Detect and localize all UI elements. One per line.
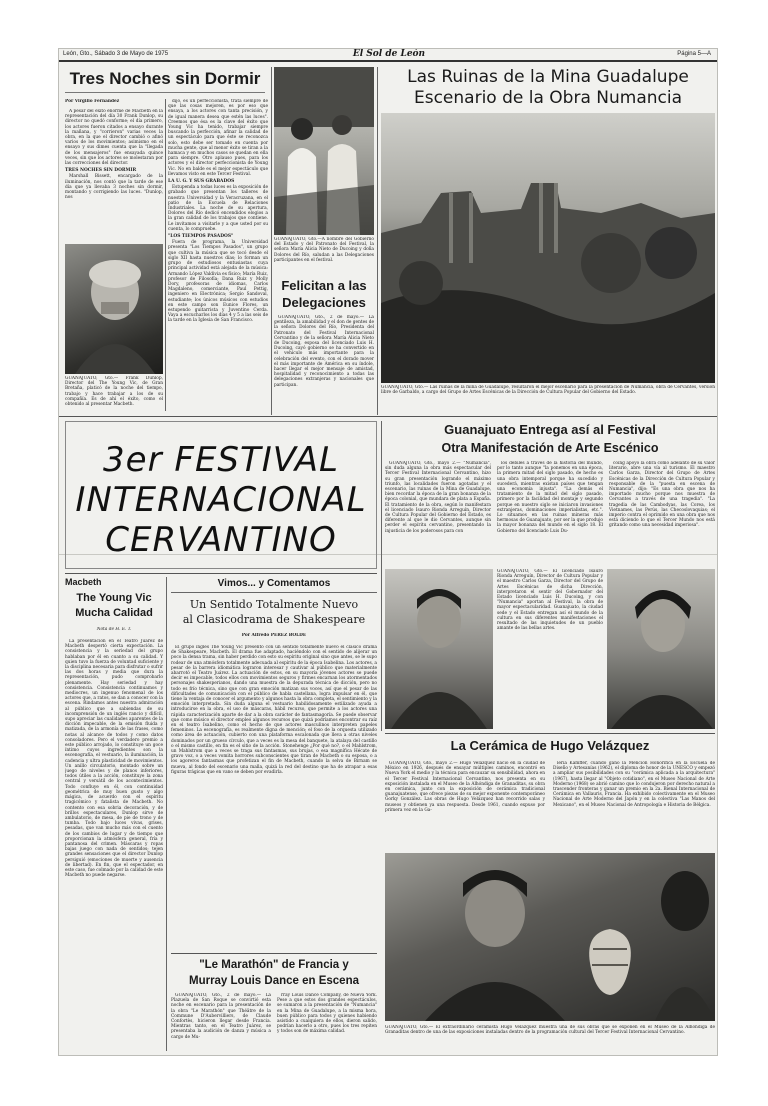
tres-noches-subhead: TRES NOCHES SIN DORMIR (65, 168, 137, 174)
people-group-icon (274, 67, 374, 235)
festival-banner-line1: 3er FESTIVAL (103, 440, 339, 480)
column-rule (381, 421, 382, 731)
rionda-garza-caption: GUANAJUATO, Gto.— El licenciado Isauro Rionda Arreguín, Director de Cultura Popular y el maestro Carlos Garza, Director del Grupo de Artes Escénicas de dicha Dirección, interpretaron el sentir del Gobernador del Estado licenciado Luis H. Ducoing, y con "Numancia" aportan al Festival, la obra de mayor espectacularidad. Guanajuato, la ciudad sede y el Estado entregan así el mundo de la cultura en sus diferentes manifestaciones el resultado de las inquietudes de un pueblo amante de las bellas artes. (497, 569, 603, 632)
section-rule (385, 733, 715, 734)
photo-delegates (274, 67, 374, 235)
photo-carlos-garza (607, 569, 715, 729)
newspaper-page (58, 48, 718, 1056)
vimos-kicker: Vimos... y Comentamos (217, 578, 331, 589)
vimos-body (171, 645, 377, 951)
grabados-subhead: LA U. G. Y SUS GRABADOS (168, 179, 235, 185)
ceramica-title: La Cerámica de Hugo Velázquez (450, 738, 650, 753)
ceramica-col2 (553, 761, 715, 849)
vimos-kicker-box (171, 577, 377, 593)
ceramica-headline (385, 737, 715, 757)
young-vic-byline: Nota de H. E. T. (96, 627, 132, 632)
young-vic-paragraph: La presentación en el Teatro Juárez de Macbeth despertó cierta expectación. La consistencia y la seriedad del grupo hablaban por él en cuanto a su calidad. Y quien tuvo la fuerza de voluntad suficiente y la disciplina necesaria para disfrutar o sufrir las dos horas y media que dura la representación, pudo comprobarlo plenamente. Hay seriedad y hay consistencia. Consistencia continuamos y mediocres, un ingenuo fenomenal de los actores que, a ratos, se dan a conocer con la escena. Rindamos antes nuestra admiración al público que a sabiendas de su incomprensión de un inglés rancio y difícil, supo apreciar las cualidades aparentes de la dicción impecable, de la emisión fluida y matizada, de la armonía de las frases, como notas al alcance de todos y como datos consoladores. Pero el verdadero premio a este público arrojado, lo constituye un goce íntimo cuyos ingredientes son la escenografía, el vestuario, la iluminación, la cadencia y ultra plasticidad de movimientos. Un anillo circulatorio, montado sobre un juego de niveles y de planos inferiores, todos útiles a la acción, constituye la zona central y versátil de los acontecimientos. Todo confluye en él, con continuidad geométrica de muy buen gusto y algo mágica, de acuerdo con el espíritu tragicómico y fatalista de Macbeth. No contento con esa sobria decoración, y de brillos espectaculares, Dunlop sirve de ambulatorio, de mesa, de pie de trono y de tumba. Todo bajo luces vivas, grises, pesadas, que van mucho más con el cuento de los cambios de lugar y de tiempo que proporcionan la atmósfera general, fría y pantanosa del crimen. Máscaras y ropas bajas juego con nada de sentidos; tejen grandes sensaciones que el director Dunlop persiguió (emociones de muerte y ausencia de libertad). En fin, que el espectador, en este caso, fue colmado por la calidad de este Macbeth no puede negarse. (65, 639, 163, 879)
tres-noches-headline-box (65, 67, 265, 93)
ceramica-paragraph: GUANAJUATO, Gto., mayo 2.— Hugo Velázquez nació en la ciudad de México en 1926, después de ensayar múltiples caminos, encontró en Nueva York el medio y la técnica para encauzar su sensibilidad, ahora en el Tercer Festival Internacional Cervantino, nos presenta en su exposición instalada en el Museo de la Alhóndiga de Granaditas, su obra en cerámica, junto con la exposición de cerámica tradicional guanajuatense, que ofrece piezas de su mejor exponente contemporáneo Gorky González. Las obras de Hugo Velázquez han recorrido salas y museos y obtienen ya una respuesta. Desde 1961, cuando expuso por primera vez en la Ga- (385, 761, 545, 813)
ceramica-col1 (385, 761, 545, 849)
marathon-col1 (171, 993, 271, 1051)
marathon-title-line2: Murray Louis Dance en Escena (188, 975, 359, 987)
festival-banner-line3: CERVANTINO (105, 520, 337, 560)
festival-article-paragraph: coing apoyó la obra como adelanto de su valor literario, abre una vía al turismo. El maestro Carlos Garza, Director del Grupo de Artes Escénicas de la Dirección de Cultura Popular y responsable de la "puesta en escena de Numancia", dijo: "Es una obra que nos ha importado mucho porque nos muestra de Cervantes a través de una tragedia". "La tragedia de las Cambodyas, las Corea, los Vietnames, las Perús, las Checoslovaquias; el imperio contra el oprimido en una obra que nos está diciendo lo que el Tercer Mundo nos está gritando como una necesidad imperiosa". (609, 461, 715, 529)
vimos-title-line2: al Clasicodrama de Shakespeare (182, 613, 366, 626)
felicitan-paragraph: GUANAJUATO, Gto., 2 de mayo.— La gentileza, la amabilidad y el don de gentes de la señora Dolores del Río, Presidenta del Patronato del Festival Internacional Cervantino y de la señora María Alicia Nieto de Ducoing, esposa del licenciado Luis H. Ducoing, cayó gobierno se ha convertido en el vehículo más importante para la celebración del evento, con el dorado mover el más importante de América en su índole, hacer llegar el mejor mensaje de amistad, hospitalidad y reconocimiento a todas las delegaciones extranjeras y nacionales que participan. (274, 315, 374, 388)
tres-noches-paragraph: Estupenda a todas luces es la exposición de grabado que presentan los talleres de nuestra Universidad y la Veracruzana, en el patio de la Escuela de Relaciones Industriales. La noche de su apertura, Dolores del Río dedicó encendidos elogios a la gran calidad de los trabajos que contiene. Le invitamos a visitarle y a que usted por su cuenta, lo compruebe. (168, 185, 268, 232)
festival-article-col1 (385, 461, 491, 565)
felicitan-title-line1: Felicitan a las (281, 278, 367, 293)
marathon-col2 (277, 993, 377, 1051)
delegates-caption: GUANAJUATO, Gto.—A nombre del Gobierno del Estado y del Patronato del Festival, la señora María Alicia Nieto de Ducoing y doña Dolores del Río, saludan a las Delegaciones participantes en el festival. (274, 237, 374, 263)
tres-noches-title: Tres Noches sin Dormir (69, 69, 261, 88)
section-rule (65, 573, 377, 574)
vimos-headline (171, 597, 377, 629)
masthead: El Sol de León (352, 49, 426, 59)
ruinas-caption: GUANAJUATO, Gto.— Las ruinas de la mina de Guadalupe, resultaron el mejor escenario para la presentación de Numancia, obra de Cervantes, versión libre de Garbaldo, a cargo del Grupo de Artes Escénicas de la Dirección de Cultura Popular del Gobierno del Estado. (381, 385, 715, 396)
header-rule (59, 60, 718, 62)
felicitan-body (274, 315, 374, 413)
tres-noches-paragraph: A pesar del éxito enorme de Macbeth en la representación del día 30 Frank Dunlop, su director no quedó conforme; el día primero, los actores fueron citados a ensayo durante la mañana, y "corrieron" varias veces la obra, en la que el director cambió o afinó varios de los movimientos; asimismo en el ensayo y sus dimes cuenta que la "llegada de los mensajeros" fue ensayada quince veces, sin que los actores se molestaran por las correcciones del director. (65, 109, 163, 167)
felicitan-title-line2: Delegaciones (282, 295, 366, 310)
ruinas-headline (381, 67, 715, 111)
ruins-landscape-icon (381, 113, 715, 383)
marathon-headline (171, 957, 377, 991)
ruinas-title-line2: Escenario de la Obra Numancia (413, 88, 683, 108)
portrait-man-icon (607, 569, 715, 729)
ruinas-title-line1: Las Ruinas de la Mina Guadalupe (407, 67, 689, 87)
festival-article-title-line1: Guanajuato Entrega así al Festival (444, 422, 656, 437)
column-rule (271, 67, 272, 415)
tiempos-pasados-subhead: "LOS TIEMPOS PASADOS" (168, 234, 234, 240)
ceramica-paragraph: lería Kamffer, cuando ganó la Mención Honorífica en la Escuela de Diseño y Artesanías (1962), el diploma de honor de la UNESCO y empezó a ampliar sus posibilidades con su "cerámica aplicada a la arquitectura" (1967), hasta llegar al "Objeto cotidiano", en el Museo Nacional de Arte Moderno (1968) se abrió camino que lo condujeron por derecho natural a trascender fronteras y ganar un premio en la 2a. Bienal Internacional de Cerámica en Vallauris, Francia. Ha exhibido colectivamente en el Museo Nacional de Arte Moderno del Japón y en la colectiva "Las Manos del Mexicano", en el Museo Nacional de Antropología e Historia de Bélgica. (553, 761, 715, 808)
photo-hugo-velazquez (385, 853, 715, 1021)
young-vic-body (65, 639, 163, 1051)
festival-article-title-line2: Otra Manifestación de Arte Escénico (441, 441, 659, 455)
macbeth-kicker: Macbeth (65, 577, 102, 587)
festival-banner (65, 421, 377, 569)
section-rule (171, 953, 377, 954)
festival-banner-line2: INTERNACIONAL (75, 480, 367, 520)
young-vic-headline (65, 591, 163, 623)
felicitan-headline (274, 277, 374, 313)
column-rule (166, 577, 167, 1051)
marathon-title-line1: "Le Marathón" de Francia y (199, 959, 349, 971)
portrait-man-icon (385, 569, 493, 729)
tres-noches-paragraph: dijo, es un perfeccionista, trata siempre de que las cosas mejoren, es por eso que ensaya, a los actores con tanta precisión, y de igual manera desea que estén las luces". Creemos que ésa es la clave del éxito que Young Vic ha tenido, trabajar siempre buscando la perfección, afinar la calidad de un espectáculo para que éste se reconozca solo, esto debe ser tomado en cuenta por mucha gente, que al menor éxito se tiran a la hamaca y en muchos casos se quedan en ella para siempre. Otro aplauso pues, para los actores y el director perfeccionista de Young Vic. No en balde es el mejor espectáculo que llevamos visto en este Tercer Festival. (168, 99, 268, 177)
column-rule (165, 99, 166, 411)
vimos-byline: Por Alfredo PEREZ BOLDE (241, 633, 307, 638)
festival-article-col3 (609, 461, 715, 565)
dunlop-caption: GUANAJUATO, Gto.— Frank Dunlop, Director del The Young Vic, de Gran Bretaña, platicó de la noche del tiempo, trabajo y hace trabajar a los de su compañía. Es de ahí el éxito, como el obtenido al presentar Macbeth. (65, 376, 163, 408)
vimos-title-line1: Un Sentido Totalmente Nuevo (189, 598, 359, 611)
ceramica-caption: GUANAJUATO, Gto.— El extraordinario ceramista Hugo Velázquez muestra una de sus obras que se exponen en el Museo de la Alhóndiga de Granaditas dentro de una de las exposiciones instaladas dentro de la programación cultural del Tercer Festival Internacional Cervantino. (385, 1025, 715, 1036)
section-rule (59, 416, 718, 417)
ceramist-with-pot-icon (385, 853, 715, 1021)
tres-noches-body-col2 (168, 99, 268, 412)
festival-article-col2 (497, 461, 603, 565)
festival-article-paragraph: GUANAJUATO, Gto., mayo 2.— "Numancia", sin duda alguna la obra más espectacular del Tercer Festival Internacional Cervantino, hizo su gran presentación logrando el máximo triunfo, las localidades fueron agotadas y el escenario, las ruinas de la Mina de Guadalupe, bien recordar la época de la gran bonanza de la época colonial, que mundara de plata a España. El tratamiento de la obra, según lo manifestara el licenciado Isauro Rionda Arreguín, Director de Cultura Popular del Gobierno del Estado, es diferente al que le dio Cervantes, aunque sin perder el espíritu cervantino, presentando la injusticia de los poderosos para con (385, 461, 491, 534)
festival-article-headline (385, 421, 715, 459)
marathon-paragraph: rray Louis Dance Company, de Nueva York. Pese a que estos dos grandes espectáculos, se sumaron a la presentación de "Numancia" en la Mina de Guadalupe, a la misma hora, buen público para todos y quienes habiendo asistido a cualquiera de ellos, dieron salido, podrían hacerlo a otro, pues los tres repiten y todos son de máxima calidad. (277, 993, 377, 1035)
portrait-silhouette-icon (65, 244, 163, 374)
tres-noches-paragraph: Marshall Bissett, encargado de la iluminación, nos contó que la tarde de ese día que ya llevaba 3 noches sin dormir, montando y corrigiendo las luces. "Dunlop, nos (65, 174, 163, 201)
photo-frank-dunlop (65, 244, 163, 374)
tres-noches-body-col1 (65, 109, 163, 241)
festival-article-paragraph: los débiles a través de la historia del mundo, por lo tanto aunque "la ponemos en una época, la primera mitad del siglo pasado, de hecho es una obra intemporal porque ha sucedido y sucederá, mientras existan países que tengan una economía injusta". "La demás el tratamiento de la mitad del siglo pasado, primero por la facilidad del montaje y segundo porque en nuestro siglo se iniciaron invasiones extranjeras, dominaciones imperialistas, etc.". Lo situamos en las ruinas mineras más hermosas de Guanajuato, por ser la que produjo la mayor bonanza del mundo en el siglo 18. El Gobierno del licenciado Luis Du- (497, 461, 603, 534)
young-vic-title-line1: The Young Vic (76, 592, 152, 604)
photo-mina-guadalupe (381, 113, 715, 383)
header-dateline: León, Gto., Sábado 3 de Mayo de 1975 (63, 51, 169, 57)
young-vic-title-line2: Mucha Calidad (75, 607, 153, 619)
marathon-paragraph: GUANAJUATO, Gto., 2 de mayo.— La Plazuela de San Roque se convirtió esta noche en escenario para la presentación de la obra "Le Marathón" que Théâtre de la Commune D'Aubervilliers, de Claude Confortès, hicieron llegar desde Francia. Mientras tanto, en el Teatro Juárez, se presentaba la audición de danza y música a cargo de Mu- (171, 993, 271, 1040)
photo-isauro-rionda (385, 569, 493, 729)
vimos-paragraph: El grupo inglés The Young Vic presentó con un sentido totalmente nuevo el clásico drama de Shakespeare, Macbeth. El drama fue adaptado, haciéndolo con el sentido de alijerar un poco la densa trama, sin haber perdido con esto su espíritu original sino que antes, se le supo rodear de una atmósfera totalmente adecuada al espíritu de la época Isabelina. Los actores, a pesar de la barrera idiomática lograron interesar y cautivar al público que materialmente abarrotó el Teatro Juárez. La actuación de estos, en su mayoría jóvenes actores se puede decir es impecable, todos ellos con movimientos seguros y firmes encarnan los atormentados personajes shakesperianos, dando una muestra de la depurada técnica de dicción, pero no todo es frío técnica, sino que con gran emoción matizan sus voces, así que el pesar de las dificultades de comunicación con el público de habla castellana, logra impulsar en él, que tiene la ventaja de conocer el argumento y algunos hasta la obra completa, el sentimiento y la emoción interpretada. Sin duda alguna el vestuario habilidosamente estilizado ayuda a introducirse en la obra, el uso de máscaras, hábil recurso, que permite a los actores una rápida caracterización aparte de dar a la obra carácter de fantasmagoría. Se puede observar que como músico el director empleó algunos recursos que quizá podríamos encontrar su raíz en el teatro Isabelino, como el hecho de que actores masculinos interpreten papeles femeninos. La escenografía, es realmente digna de mención; el foso de la orquesta utilizado como área de actuación, cubierto con una plataforma escalonada que lleva a otras niveles dominados por un grueso círculo, que a veces es la mesa del banquete, la atalaya del castillo o el mismo castillo, en fin es el sitio de la acción. Stonehenge ¿Por qué no?, o el Mahlstrom, un Mahlstrom que a veces se traga sus fantasmas, sus brujas, o esa magnífica Hécate de gravo voz, o a veces vomita horrores subconscientes que tiran de Macbeth o su esposa, o a los agoreros fantasmas que profetizan el fin de Macbeth, cuando la selva de Birnam se mueva, al fondo del escenario una malla, quizá la red del destino que ha de atrapar a esas figuras trágicas que en vano se deben por evadirla. (171, 645, 377, 775)
header-page-number: Página 5—A (677, 51, 711, 57)
column-rule (377, 67, 378, 415)
tres-noches-byline: Por Virgilio Fernández (65, 99, 120, 104)
tres-noches-paragraph: Fuera de programa, la Universidad presenta "Los Tiempos Pasados", un grupo que cultiva la música que se tocó desde el siglo XII hasta nuestros días; lo forman un grupo de estudiosos entusiastas cuya principal actividad está alejada de la música: Armando López Valdivia es físico; María Ruiz, profesor de Filosofía; Dana Ruiz y Molly Dory, profesoras de idiomas, Carlos Magdaleno, comerciante, Paul Pettig, ingeniero en Electrónica; Sergio Sandoval, estudiante; los únicos músicos con estudios en este campo son Eunice Flores, un estupendo guitarrista y Juventino Cerda. Vaya a escucharlos los días 4 y 5 a las seis de la tarde en la Iglesia de San Francisco. (168, 240, 268, 324)
